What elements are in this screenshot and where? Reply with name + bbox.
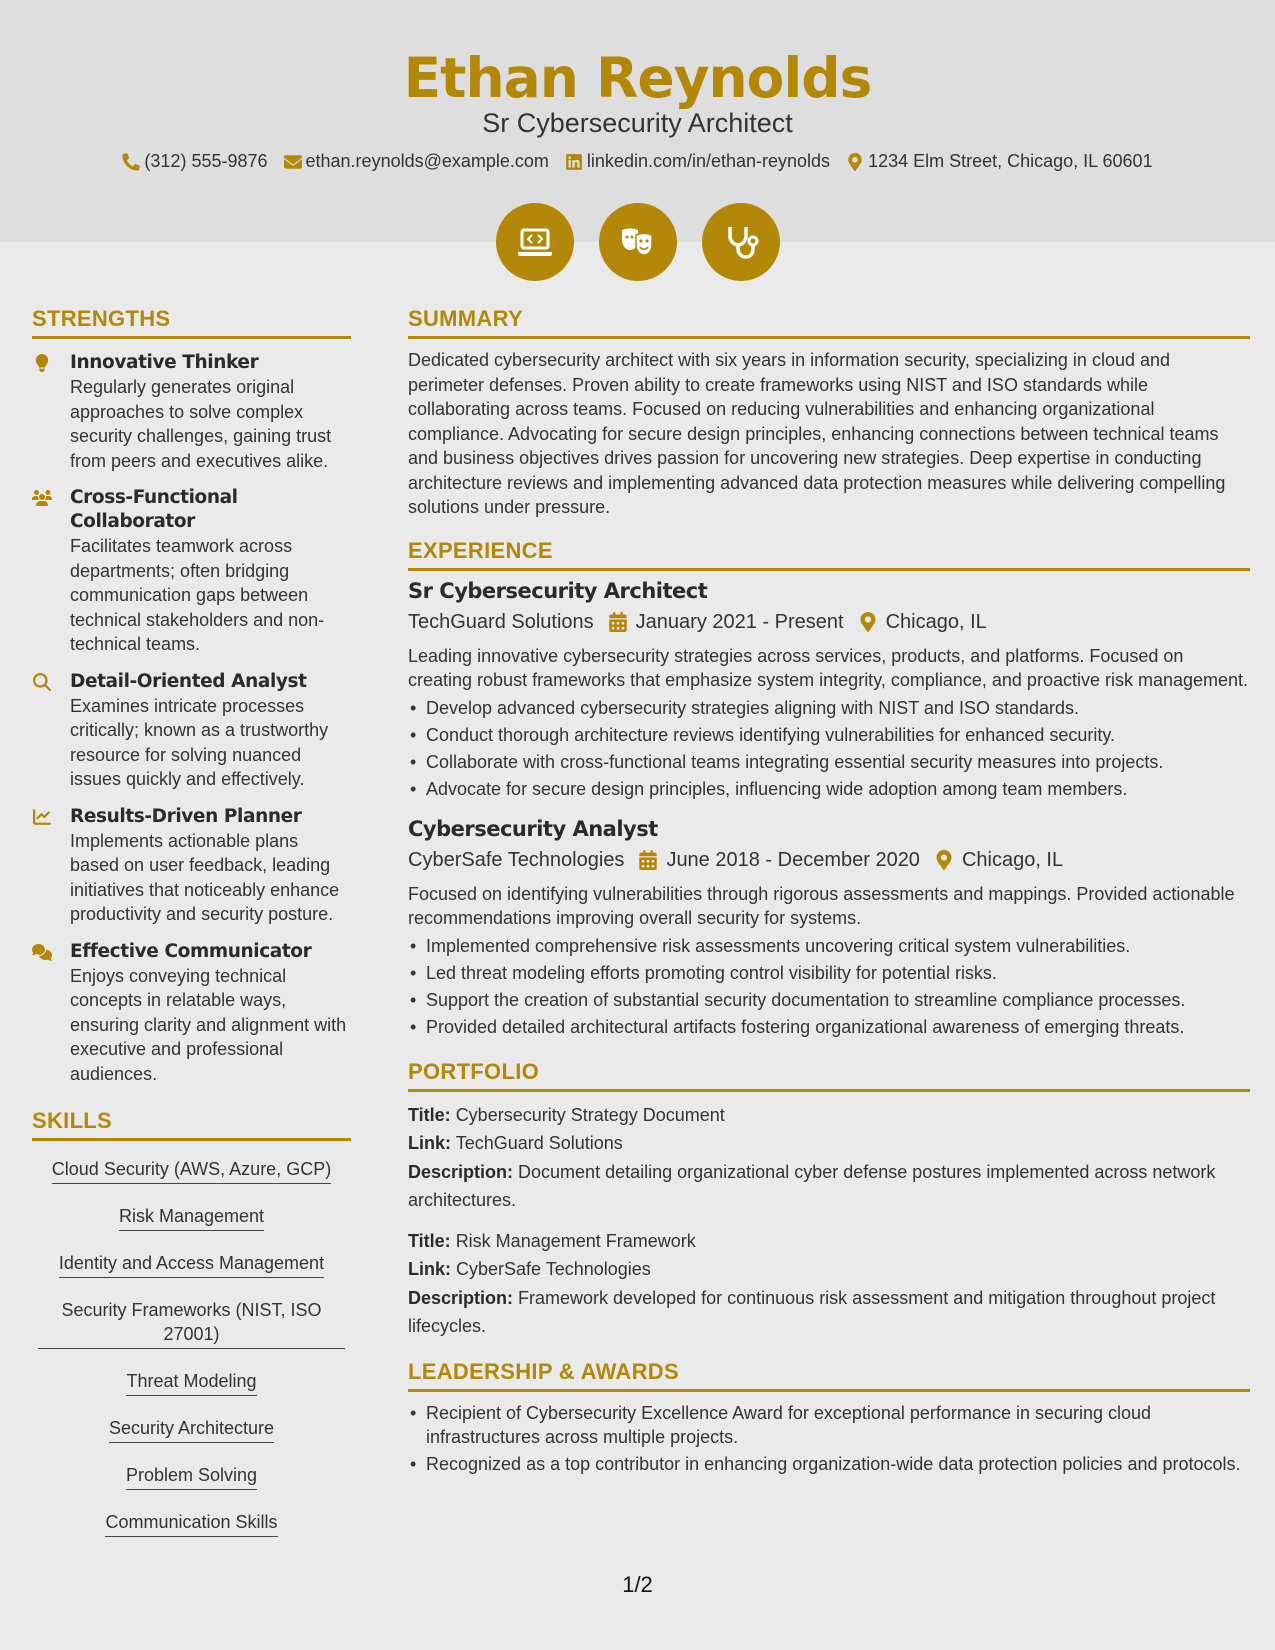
candidate-name: Ethan Reynolds bbox=[403, 46, 872, 110]
job-entry bbox=[408, 817, 1250, 1041]
strength-title: Cross-Functional Collaborator bbox=[70, 487, 238, 532]
summary-heading: SUMMARY bbox=[408, 306, 1250, 339]
contact-linkedin[interactable] bbox=[565, 151, 830, 172]
strength-title: Innovative Thinker bbox=[70, 352, 259, 373]
job-bullet: • Provided detailed architectural artifacts fostering organizational awareness of emerging threats. bbox=[408, 1014, 1250, 1041]
job-entry bbox=[408, 579, 1250, 803]
strength-item bbox=[32, 351, 351, 473]
portfolio-title: Cybersecurity Strategy Document bbox=[455, 1104, 725, 1125]
location-icon bbox=[846, 153, 864, 171]
experience-heading: EXPERIENCE bbox=[408, 538, 1250, 571]
strength-title: Effective Communicator bbox=[70, 940, 312, 962]
skill-tag: Threat Modeling bbox=[126, 1367, 256, 1396]
job-bullets bbox=[408, 933, 1250, 1041]
contact-address bbox=[846, 151, 1153, 172]
strength-desc: Facilitates teamwork across departments; often bridging communication gaps between technical stakeholders and non-technical teams. bbox=[70, 536, 325, 654]
strength-desc: Implements actionable plans based on user feedback, leading initiatives that noticeably enhance productivity and security posture. bbox=[70, 830, 340, 924]
strengths-heading: STRENGTHS bbox=[32, 306, 351, 339]
job-location: Chicago, IL bbox=[885, 610, 987, 633]
comments-icon bbox=[32, 943, 52, 961]
strength-desc: Examines intricate processes critically; known as a trustworthy resource for solving nuanced issues quickly and effectively. bbox=[70, 695, 329, 789]
job-bullet: • Conduct thorough architecture reviews identifying vulnerabilities for enhanced security. bbox=[408, 722, 1250, 749]
job-role: Cybersecurity Analyst bbox=[408, 816, 658, 841]
lightbulb-icon bbox=[32, 354, 52, 372]
job-description: Focused on identifying vulnerabilities through rigorous assessments and mappings. Provided actionable recommendations improving overall security for systems. bbox=[408, 883, 1235, 928]
hero-icon-row bbox=[0, 203, 1275, 281]
awards-list bbox=[408, 1401, 1250, 1477]
portfolio-title-label: Title: bbox=[408, 1230, 451, 1251]
strength-item bbox=[32, 940, 351, 1087]
theater-masks-icon bbox=[599, 203, 677, 281]
job-bullet: • Develop advanced cybersecurity strategies aligning with NIST and ISO standards. bbox=[408, 695, 1250, 722]
portfolio-link[interactable]: TechGuard Solutions bbox=[455, 1133, 623, 1153]
job-company: CyberSafe Technologies bbox=[408, 848, 625, 871]
portfolio-link-label: Link: bbox=[408, 1133, 451, 1153]
laptop-code-icon bbox=[496, 203, 574, 281]
strength-desc: Enjoys conveying technical concepts in relatable ways, ensuring clarity and alignment with executive and professional audiences. bbox=[70, 965, 347, 1084]
portfolio-link[interactable]: CyberSafe Technologies bbox=[456, 1259, 651, 1279]
portfolio-item bbox=[408, 1101, 1250, 1215]
skill-tag: Problem Solving bbox=[126, 1461, 257, 1490]
summary-text: Dedicated cybersecurity architect with six years in information security, specializing in cloud and perimeter defenses. Proven ability to create frameworks using NIST and ISO standards while collaborating across teams. Focused on reducing vulnerabilities and enhancing organizational compliance. Advocating for secure design principles, enhancing connections between technical teams and business objectives drives passion for uncovering new strategies. Deep expertise in conducting architecture reviews and implementing advanced data protection measures while delivering compelling solutions under pressure. bbox=[408, 350, 1226, 517]
portfolio-description-label: Description: bbox=[408, 1161, 514, 1182]
job-bullets bbox=[408, 695, 1250, 803]
contact-linkedin-text[interactable]: linkedin.com/in/ethan-reynolds bbox=[586, 151, 831, 171]
portfolio-item bbox=[408, 1227, 1250, 1341]
page-number: 1/2 bbox=[622, 1572, 653, 1597]
skill-tag: Security Architecture bbox=[109, 1414, 274, 1443]
skills-list bbox=[32, 1151, 351, 1551]
contact-email-text[interactable]: ethan.reynolds@example.com bbox=[305, 151, 549, 171]
contact-address-text: 1234 Elm Street, Chicago, IL 60601 bbox=[868, 151, 1153, 171]
location-icon bbox=[858, 612, 878, 632]
linkedin-icon bbox=[565, 153, 583, 171]
job-description: Leading innovative cybersecurity strategies across services, products, and platforms. Focused on creating robust frameworks that emphasize system integrity, compliance, and proactive risk management. bbox=[408, 645, 1249, 690]
portfolio-title: Risk Management Framework bbox=[455, 1230, 696, 1251]
strength-item bbox=[32, 486, 351, 657]
portfolio-description: Framework developed for continuous risk assessment and mitigation throughout project lifecycles. bbox=[408, 1287, 1216, 1336]
left-column bbox=[32, 306, 351, 1551]
phone-icon bbox=[122, 153, 140, 171]
job-dates: June 2018 - December 2020 bbox=[666, 848, 920, 871]
location-icon bbox=[934, 850, 954, 870]
skill-tag: Risk Management bbox=[119, 1202, 264, 1231]
stethoscope-icon bbox=[702, 203, 780, 281]
skill-tag: Communication Skills bbox=[105, 1508, 277, 1537]
strength-item bbox=[32, 670, 351, 792]
award-item: • Recognized as a top contributor in enhancing organization-wide data protection policies and protocols. bbox=[408, 1452, 1250, 1477]
job-meta bbox=[408, 849, 1250, 872]
contact-email[interactable] bbox=[284, 151, 549, 172]
strength-title: Results-Driven Planner bbox=[70, 805, 302, 827]
portfolio-heading: PORTFOLIO bbox=[408, 1059, 1250, 1092]
contact-phone bbox=[122, 151, 267, 172]
job-bullet: • Support the creation of substantial security documentation to streamline compliance processes. bbox=[408, 987, 1250, 1014]
award-item: • Recipient of Cybersecurity Excellence Award for exceptional performance in securing cloud infrastructures across multiple projects. bbox=[408, 1401, 1250, 1450]
calendar-icon bbox=[638, 850, 658, 870]
email-icon bbox=[284, 153, 302, 171]
contact-phone-text: (312) 555-9876 bbox=[144, 151, 268, 171]
contact-bar bbox=[0, 151, 1275, 172]
skill-tag: Security Frameworks (NIST, ISO 27001) bbox=[38, 1296, 345, 1349]
portfolio-description: Document detailing organizational cyber defense postures implemented across network architectures. bbox=[408, 1161, 1216, 1210]
portfolio-title-label: Title: bbox=[408, 1104, 451, 1125]
calendar-icon bbox=[608, 612, 628, 632]
candidate-title: Sr Cybersecurity Architect bbox=[482, 108, 793, 138]
strength-title: Detail-Oriented Analyst bbox=[70, 670, 307, 692]
chart-line-icon bbox=[32, 808, 52, 826]
job-bullet: • Led threat modeling efforts promoting control visibility for potential risks. bbox=[408, 960, 1250, 987]
job-location: Chicago, IL bbox=[961, 848, 1064, 871]
search-icon bbox=[32, 673, 52, 691]
skill-tag: Cloud Security (AWS, Azure, GCP) bbox=[52, 1155, 331, 1184]
strength-item bbox=[32, 805, 351, 927]
strength-desc: Regularly generates original approaches to solve complex security challenges, gaining trust from peers and executives alike. bbox=[70, 377, 332, 471]
skills-heading: SKILLS bbox=[32, 1108, 351, 1141]
right-column bbox=[408, 306, 1250, 1478]
portfolio-description-label: Description: bbox=[408, 1287, 514, 1308]
job-dates: January 2021 - Present bbox=[635, 610, 844, 633]
users-icon bbox=[32, 489, 52, 507]
strengths-list bbox=[32, 351, 351, 1086]
skill-tag: Identity and Access Management bbox=[59, 1249, 324, 1278]
awards-heading: LEADERSHIP & AWARDS bbox=[408, 1359, 1250, 1392]
job-bullet: • Implemented comprehensive risk assessments uncovering critical system vulnerabilities. bbox=[408, 933, 1250, 960]
job-meta bbox=[408, 611, 1250, 634]
job-company: TechGuard Solutions bbox=[408, 610, 594, 633]
job-role: Sr Cybersecurity Architect bbox=[408, 578, 708, 603]
job-bullet: • Advocate for secure design principles, influencing wide adoption among team members. bbox=[408, 776, 1250, 803]
job-bullet: • Collaborate with cross-functional teams integrating essential security measures into projects. bbox=[408, 749, 1250, 776]
portfolio-link-label: Link: bbox=[408, 1259, 451, 1279]
